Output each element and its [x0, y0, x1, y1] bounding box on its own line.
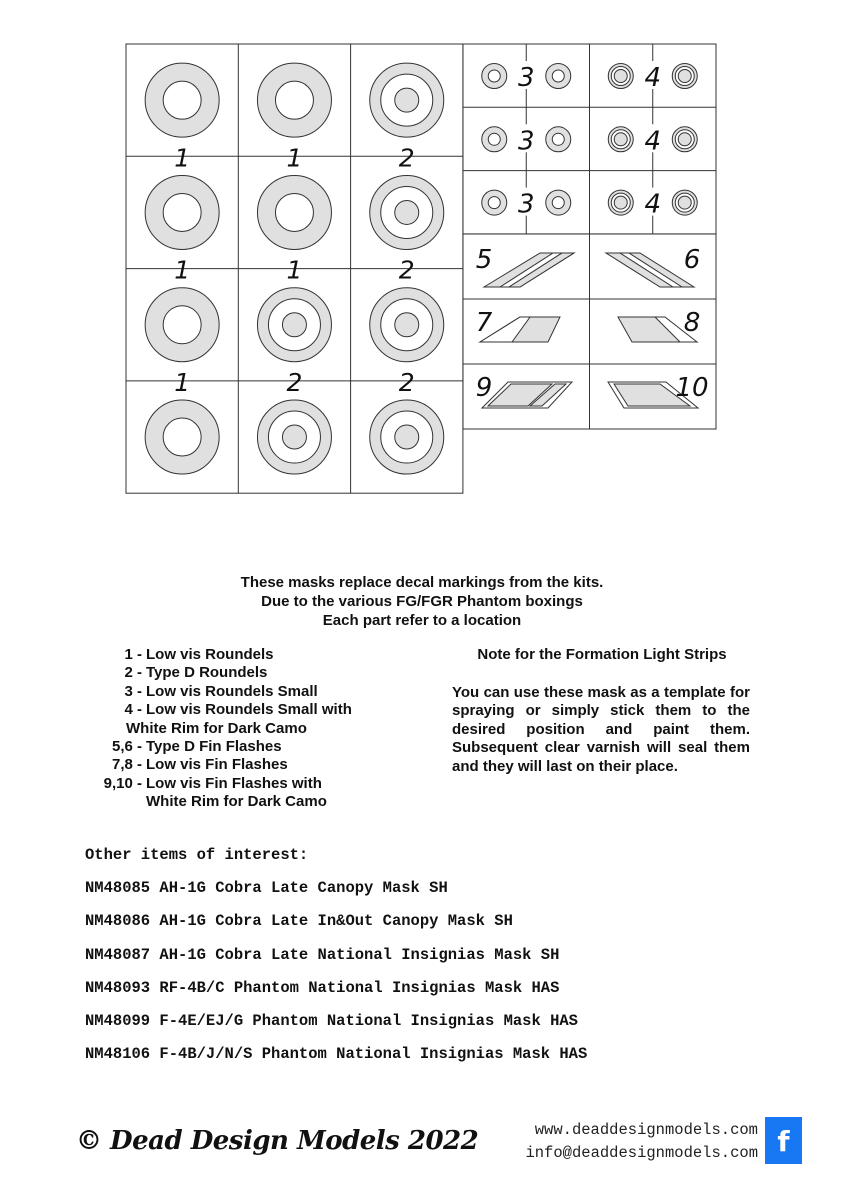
legend-number: 7,8 - [111, 756, 142, 774]
legend-number: 5,6 - [111, 738, 142, 756]
legend-number: 4 - [124, 701, 142, 719]
roundel-center-dot [395, 313, 419, 337]
roundel-center-dot [282, 313, 306, 337]
part-number-label: 10 [675, 373, 709, 403]
product-item: NM48106 F-4B/J/N/S Phantom National Insignias Mask HAS [85, 1045, 588, 1064]
roundel-center-dot [395, 200, 419, 224]
product-item: NM48087 AH-1G Cobra Late National Insignias Mask SH [85, 945, 560, 964]
roundel-center-cutout [275, 81, 313, 119]
part-number-label: 2 [398, 367, 415, 397]
legend-text: Type D Roundels [146, 664, 268, 682]
part-number-label: 6 [683, 245, 701, 275]
product-item: NM48099 F-4E/EJ/G Phantom National Insignias Mask HAS [85, 1012, 578, 1031]
product-item: NM48086 AH-1G Cobra Late In&Out Canopy Mask SH [85, 912, 513, 931]
part-number-label: 3 [517, 126, 535, 157]
legend-text: Low vis Roundels [146, 646, 274, 663]
small-roundel-grid [463, 44, 716, 234]
small-roundel-center [614, 70, 627, 83]
legend-row [90, 738, 430, 756]
small-roundel-center [552, 197, 564, 209]
roundel-center-cutout [275, 193, 313, 231]
intro-line: These masks replace decal markings from the kits. [240, 574, 604, 591]
product-item: NM48085 AH-1G Cobra Late Canopy Mask SH [85, 879, 448, 897]
legend-text: Type D Fin Flashes [146, 738, 282, 756]
part-number-label: 1 [286, 255, 303, 285]
legend-row [90, 701, 430, 719]
small-roundel-center [488, 197, 500, 209]
part-number-label: 2 [398, 143, 415, 173]
part-number-label: 4 [644, 126, 662, 157]
intro-text [120, 573, 724, 630]
part-number-label: 8 [683, 308, 701, 338]
roundel-center-dot [395, 425, 419, 449]
legend-number: 2 - [124, 664, 142, 682]
facebook-icon[interactable]: f [765, 1117, 802, 1164]
part-number-label: 3 [517, 63, 535, 93]
small-roundel-center [614, 133, 627, 146]
roundel-grid [126, 44, 463, 493]
part-number-label: 1 [174, 367, 191, 397]
part-number-label: 4 [644, 189, 662, 220]
small-roundel-center [488, 133, 500, 145]
legend-row [90, 683, 430, 701]
small-roundel-center [678, 196, 691, 209]
legend-number: 1 - [124, 646, 142, 663]
small-roundel-center [552, 70, 564, 82]
part-number-label: 5 [475, 245, 493, 275]
legend-text: Low vis Fin Flashes [146, 756, 288, 774]
parts-legend [90, 646, 430, 812]
part-number-label: 1 [174, 255, 191, 285]
legend-continuation [90, 793, 430, 811]
website-link[interactable]: www.deaddesignmodels.com [534, 1121, 758, 1139]
legend-number: 3 - [124, 682, 142, 700]
part-number-label: 1 [286, 143, 303, 173]
legend-text: Low vis Fin Flashes with [146, 774, 322, 792]
copyright: © Dead Design Models 2022 [76, 1126, 479, 1156]
small-roundel-center [678, 133, 691, 146]
legend-row [90, 775, 430, 793]
other-items-heading: Other items of interest: [85, 846, 309, 864]
small-roundel-center [488, 70, 500, 82]
legend-text: Low vis Roundels Small [146, 682, 318, 700]
note-body: You can use these mask as a template for spraying or simply stick them to the desired position and paint them. Subsequent clear varnish will seal them and they will last on their place. [452, 684, 750, 775]
legend-row [90, 646, 430, 664]
small-roundel-center [552, 133, 564, 145]
legend-text: White Rim for Dark Camo [146, 793, 327, 811]
part-number-label: 1 [174, 143, 191, 173]
small-roundel-center [678, 70, 691, 83]
roundel-center-dot [282, 425, 306, 449]
fin-flash-grid [463, 234, 716, 429]
legend-row [90, 756, 430, 774]
part-number-label: 2 [286, 367, 303, 397]
part-number-label: 9 [475, 373, 493, 403]
roundel-center-cutout [163, 418, 201, 456]
legend-text: Low vis Roundels Small with [146, 701, 352, 719]
legend-text: White Rim for Dark Camo [126, 719, 307, 737]
part-number-label: 3 [517, 189, 535, 220]
legend-row [90, 664, 430, 682]
email-link[interactable]: info@deaddesignmodels.com [525, 1144, 758, 1162]
roundel-center-cutout [163, 306, 201, 344]
intro-line: Due to the various FG/FGR Phantom boxings [261, 593, 583, 610]
roundel-center-cutout [163, 193, 201, 231]
note-title: Note for the Formation Light Strips [477, 646, 727, 663]
intro-line: Each part refer to a location [322, 612, 522, 629]
part-number-label: 4 [644, 63, 662, 93]
contact-info [470, 1119, 758, 1165]
legend-continuation [90, 720, 430, 738]
product-item: NM48093 RF-4B/C Phantom National Insignias Mask HAS [85, 978, 560, 997]
other-items [85, 846, 785, 1079]
part-number-label: 2 [398, 255, 415, 285]
roundel-center-cutout [163, 81, 201, 119]
legend-number: 9,10 - [103, 774, 142, 792]
small-roundel-center [614, 196, 627, 209]
part-number-label: 7 [475, 308, 493, 338]
roundel-center-dot [395, 88, 419, 112]
mask-sheet [0, 0, 844, 520]
